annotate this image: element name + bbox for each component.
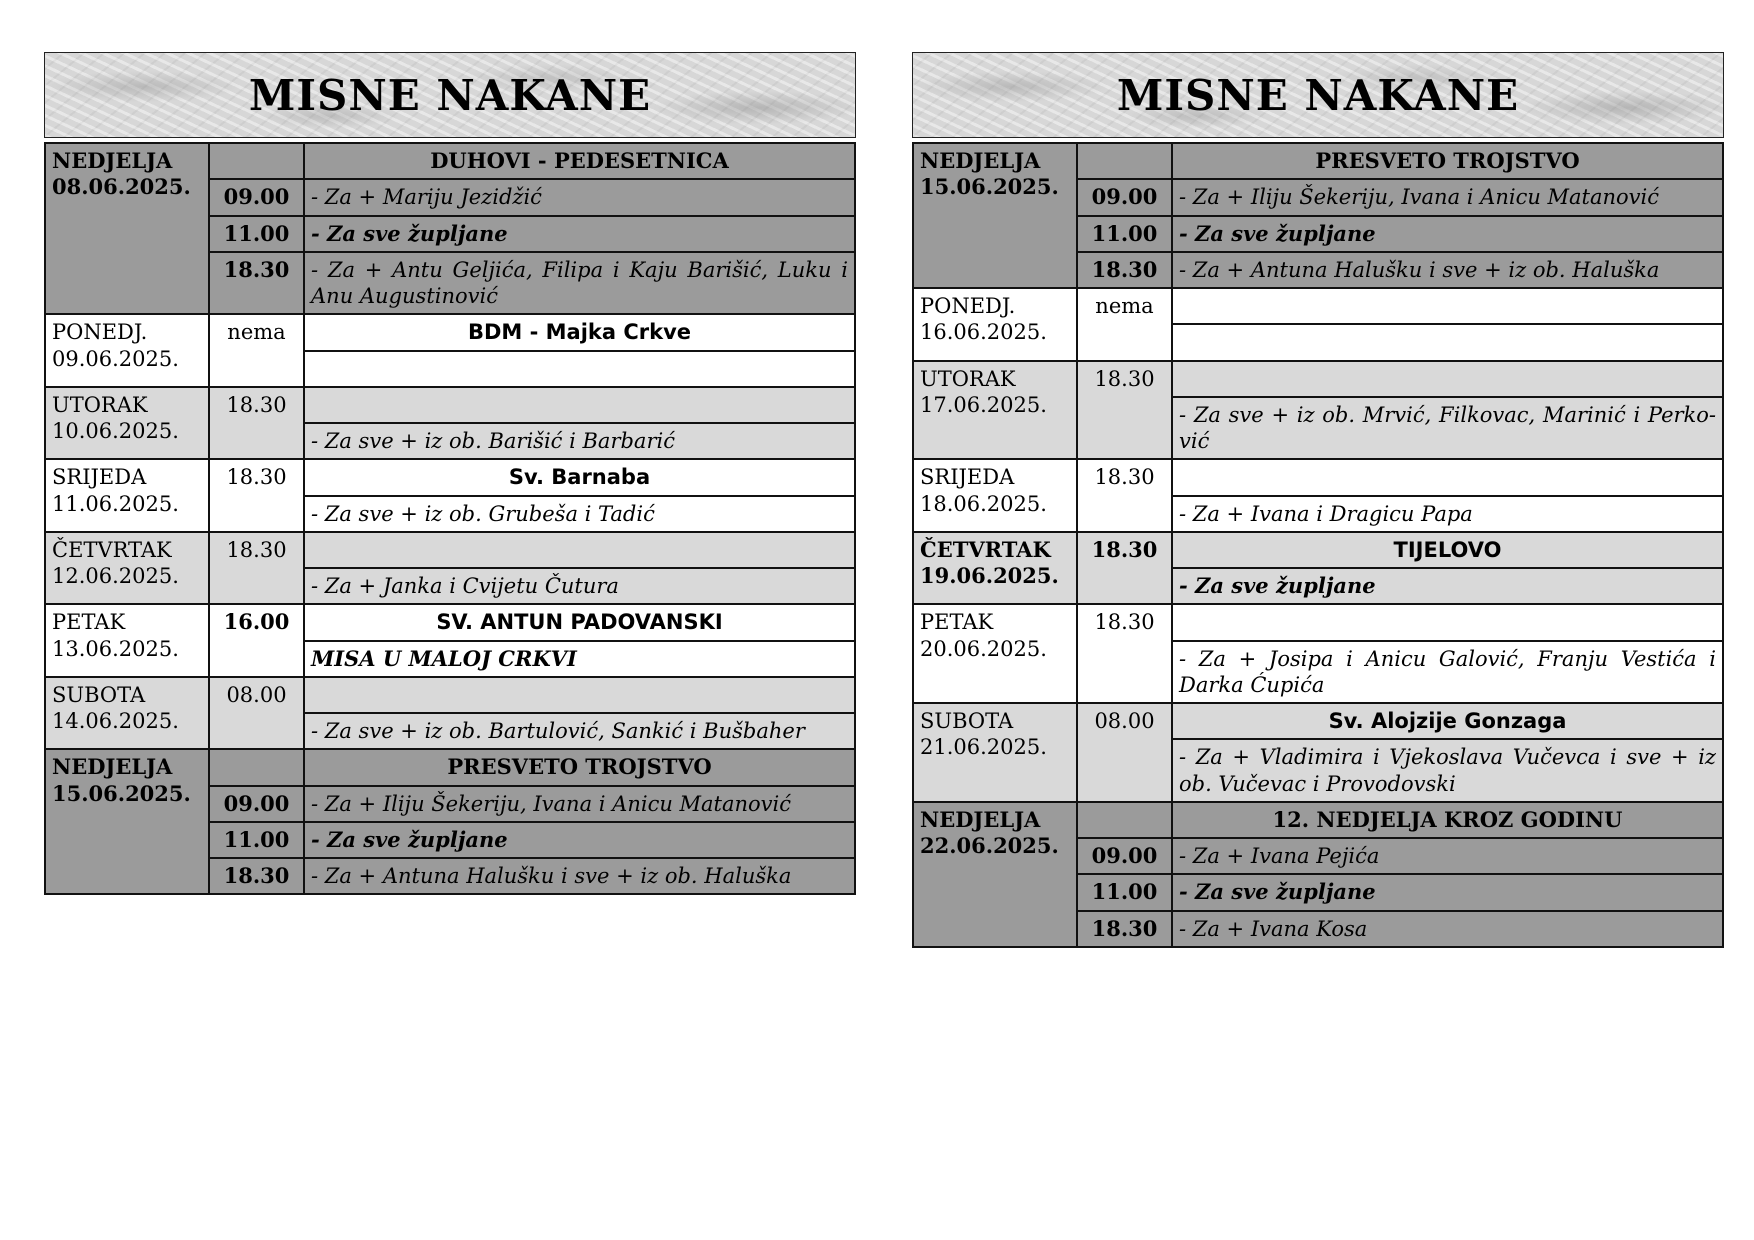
day-date: 19.06.2025. [920,563,1059,588]
page-title: MISNE NAKANE [1116,70,1520,120]
day-date: 16.06.2025. [920,320,1047,345]
mass-time: 18.30 [209,387,304,460]
day-date: 13.06.2025. [52,636,179,661]
mass-intention: - Za + Ivana Pejića [1172,838,1723,874]
mass-intention [304,351,855,387]
mass-intention: - Za + Ivana Kosa [1172,911,1723,947]
mass-intention: - Za sve župljane [304,822,855,858]
mass-time: 09.00 [1077,838,1172,874]
day-cell [913,604,1077,703]
day-date: 17.06.2025. [920,392,1047,417]
mass-intentions-table [912,142,1724,948]
mass-time [1077,802,1172,838]
day-cell [45,677,209,750]
schedule-row [45,387,855,423]
mass-time: 18.30 [1077,459,1172,532]
title-banner [912,52,1724,138]
mass-intention [1172,324,1723,360]
day-date: 15.06.2025. [920,174,1059,200]
mass-intention: - Za + Antuna Halušku i sve + iz ob. Haluška [1172,252,1723,288]
mass-time: nema [1077,288,1172,361]
day-date: 22.06.2025. [920,833,1059,858]
mass-intention: - Za + Josipa i Anicu Galović, Franju Vestića i Darka Ćupića [1172,641,1723,704]
day-date: 18.06.2025. [920,491,1047,516]
mass-intention: - Za sve + iz ob. Barišić i Barbarić [304,423,855,459]
mass-time: 09.00 [209,179,304,215]
mass-time: 11.00 [209,822,304,858]
left-schedule-panel [44,52,856,895]
schedule-row [913,532,1723,568]
day-cell [45,749,209,894]
mass-intention: - Za + Iliju Šekeriju, Ivana i Anicu Matanović [1172,179,1723,215]
mass-intention: - Za sve + iz ob. Bartulović, Sankić i Bušbaher [304,713,855,749]
mass-intention: - Za + Vladimira i Vjekoslava Vučevca i sve + iz ob. Vučevac i Provodovski [1172,739,1723,802]
feast-name [1172,604,1723,640]
mass-time: 18.30 [1077,532,1172,605]
feast-name: BDM - Majka Crkve [304,314,855,350]
day-date: 09.06.2025. [52,346,179,371]
day-cell [913,802,1077,947]
day-name: NEDJELJA [52,754,173,780]
schedule-row [913,459,1723,495]
day-date: 20.06.2025. [920,636,1047,661]
mass-intentions-table [44,142,856,895]
feast-name [1172,288,1723,324]
mass-intention: - Za + Antu Geljića, Filipa i Kaju Barišić, Luku i Anu Augustinović [304,252,855,315]
mass-time [209,143,304,179]
schedule-row [913,288,1723,324]
schedule-row [45,677,855,713]
mass-intention: - Za + Janka i Cvijetu Čutura [304,568,855,604]
day-name: ČETVRTAK [52,537,172,562]
day-date: 10.06.2025. [52,419,179,443]
schedule-row [45,604,855,640]
day-cell [913,532,1077,605]
right-schedule-panel [912,52,1724,948]
mass-intention: - Za + Antuna Halušku i sve + iz ob. Haluška [304,858,855,894]
day-cell [913,288,1077,361]
feast-name: PRESVETO TROJSTVO [1172,143,1723,179]
mass-intention: - Za + Mariju Jezidžić [304,179,855,215]
day-date: 12.06.2025. [52,564,179,588]
schedule-row [913,361,1723,397]
feast-name: PRESVETO TROJSTVO [304,749,855,785]
day-name: SRIJEDA [920,465,1015,490]
feast-name: 12. NEDJELJA KROZ GODINU [1172,802,1723,838]
feast-name [1172,361,1723,397]
feast-name: DUHOVI - PEDESETNICA [304,143,855,179]
mass-time: 09.00 [1077,179,1172,215]
mass-intention: - Za sve župljane [1172,568,1723,604]
title-banner [44,52,856,138]
schedule-row [913,703,1723,739]
day-name: SUBOTA [52,682,146,707]
mass-intention: - Za + Ivana i Dragicu Papa [1172,496,1723,532]
day-name: PETAK [52,610,126,635]
day-name: UTORAK [920,366,1016,391]
mass-intention: - Za sve + iz ob. Grubeša i Tadić [304,496,855,532]
feast-name: TIJELOVO [1172,532,1723,568]
day-cell [45,604,209,677]
mass-time: 08.00 [209,677,304,750]
day-date: 11.06.2025. [52,491,179,516]
day-date: 14.06.2025. [52,709,179,733]
mass-intention: - Za sve župljane [1172,216,1723,252]
page-title: MISNE NAKANE [248,70,652,120]
day-date: 15.06.2025. [52,780,191,806]
feast-name [304,532,855,568]
feast-name: SV. ANTUN PADOVANSKI [304,604,855,640]
day-name: NEDJELJA [52,148,173,173]
feast-name [304,677,855,713]
day-cell [913,459,1077,532]
day-date: 21.06.2025. [920,735,1047,760]
mass-time: 18.30 [209,459,304,532]
mass-time: 11.00 [1077,874,1172,910]
schedule-row [45,314,855,350]
day-date: 08.06.2025. [52,174,191,200]
schedule-row [45,749,855,785]
mass-time: 18.30 [209,532,304,605]
mass-time: 18.30 [209,252,304,315]
day-name: PETAK [920,610,994,635]
schedule-row [45,143,855,179]
schedule-row [45,459,855,495]
day-cell [913,143,1077,288]
day-name: SRIJEDA [52,465,147,490]
mass-time: 18.30 [1077,252,1172,288]
schedule-row [45,532,855,568]
day-cell [45,532,209,605]
mass-time: 18.30 [1077,911,1172,947]
mass-time: 08.00 [1077,703,1172,802]
day-cell [45,143,209,314]
mass-time [209,749,304,785]
day-cell [913,703,1077,802]
mass-time [1077,143,1172,179]
mass-time: 18.30 [1077,361,1172,460]
day-cell [913,361,1077,460]
feast-name [1172,459,1723,495]
mass-intention: - Za sve župljane [1172,874,1723,910]
mass-time: 18.30 [1077,604,1172,703]
mass-time: 09.00 [209,786,304,822]
mass-intention: MISA U MALOJ CRKVI [304,641,855,677]
mass-time: 16.00 [209,604,304,677]
day-name: UTORAK [52,392,148,417]
mass-intention: - Za + Iliju Šekeriju, Ivana i Anicu Matanović [304,786,855,822]
day-cell [45,314,209,387]
mass-intention: - Za sve + iz ob. Mrvić, Filkovac, Marinić i Perko-vić [1172,397,1723,460]
mass-intention: - Za sve župljane [304,216,855,252]
feast-name: Sv. Alojzije Gonzaga [1172,703,1723,739]
mass-time: 11.00 [1077,216,1172,252]
schedule-row [913,802,1723,838]
day-name: PONEDJ. [52,320,148,345]
day-name: PONEDJ. [920,294,1016,318]
day-name: SUBOTA [920,709,1014,733]
day-name: NEDJELJA [920,806,1041,832]
mass-time: 11.00 [209,216,304,252]
feast-name [304,387,855,423]
schedule-row [913,604,1723,640]
day-name: NEDJELJA [920,148,1041,173]
day-cell [45,387,209,460]
feast-name: Sv. Barnaba [304,459,855,495]
day-name: ČETVRTAK [920,536,1051,562]
mass-time: nema [209,314,304,387]
day-cell [45,459,209,532]
schedule-row [913,143,1723,179]
mass-time: 18.30 [209,858,304,894]
